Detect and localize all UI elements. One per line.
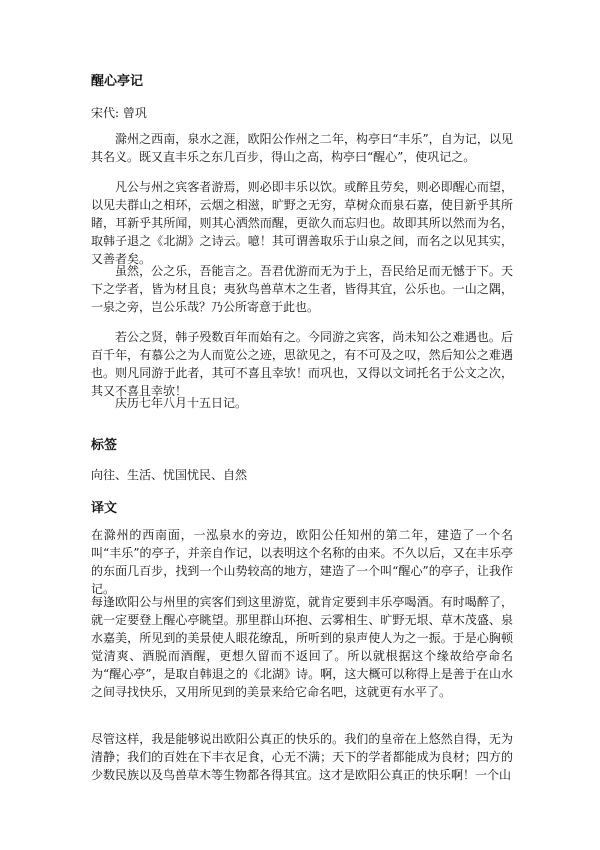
poem-title: 醒心亭记 [91, 74, 144, 89]
body-paragraph-5: 庆历七年八月十五日记。 [115, 396, 248, 410]
body-paragraph-2: 凡公与州之宾客者游焉，则必即丰乐以饮。或醉且劳矣，则必即醒心而望，以见夫群山之相环，云烟之相滋，旷野之无穷，草树众而泉石嘉，使目新乎其所睹，耳新乎其所闻，则其心洒然而醒，更欲久而忘归也。故即其所以然而为名，取韩子退之《北湖》之诗云。噫！其可谓善取乐于山泉之间，而名之以见其实，又善者矣。 [91, 180, 513, 266]
translation-heading: 译文 [91, 501, 118, 516]
tags-list: 向往、生活、忧国忧民、自然 [91, 468, 248, 482]
document-page [91, 0, 513, 850]
poem-author: 宋代: 曾巩 [91, 106, 147, 120]
translation-paragraph-2: 每逢欧阳公与州里的宾客们到这里游览，就肯定要到丰乐亭喝酒。有时喝醉了，就一定要登上醒心亭眺望。那里群山环抱、云雾相生、旷野无垠、草木茂盛、泉水嘉美，所见到的美景使人眼花缭乱，所听到的泉声使人为之一振。于是心胸顿觉清爽、酒脱而酒醒，更想久留而不返回了。所以就根据这个缘故给亭命名为“醒心亭”，是取自韩退之的《北湖》诗。啊，这大概可以称得上是善于在山水之间寻找快乐，又用所见到的美景来给它命名吧，这就更有水平了。 [91, 595, 513, 699]
translation-paragraph-3: 尽管这样，我是能够说出欧阳公真正的快乐的。我们的皇帝在上悠然自得，无为清静；我们的百姓在下丰衣足食，心无不满；天下的学者都能成为良材；四方的少数民族以及鸟兽草木等生物都各得其宜。这才是欧阳公真正的快乐啊！一个山 [91, 732, 513, 782]
tags-heading: 标签 [91, 438, 118, 453]
body-paragraph-1: 滁州之西南，泉水之涯，欧阳公作州之二年，构亭曰“丰乐”，自为记，以见其名义。既又直丰乐之东几百步，得山之高，构亭曰“醒心”，使巩记之。 [91, 132, 513, 164]
body-paragraph-3: 虽然，公之乐，吾能言之。吾君优游而无为于上，吾民给足而无憾于下。天下之学者，皆为材且良；夷狄鸟兽草木之生者，皆得其宜，公乐也。一山之隅，一泉之旁，岂公乐哉？乃公所寄意于此也。 [91, 264, 513, 314]
translation-paragraph-1: 在滁州的西南面，一泓泉水的旁边，欧阳公任知州的第二年，建造了一个名叫“丰乐”的亭子，并亲自作记，以表明这个名称的由来。不久以后，又在丰乐亭的东面几百步，找到一个山势较高的地方，建造了一个叫“醒心”的亭子，让我作记。 [91, 528, 513, 596]
body-paragraph-4: 若公之贤，韩子殁数百年而始有之。今同游之宾客，尚未知公之难遇也。后百千年，有慕公之为人而览公之迹，思欲见之，有不可及之叹，然后知公之难遇也。则凡同游于此者，其可不喜且幸欤！而巩也，又得以文词托名于公文之次，其又不喜且幸欤！ [91, 330, 513, 398]
